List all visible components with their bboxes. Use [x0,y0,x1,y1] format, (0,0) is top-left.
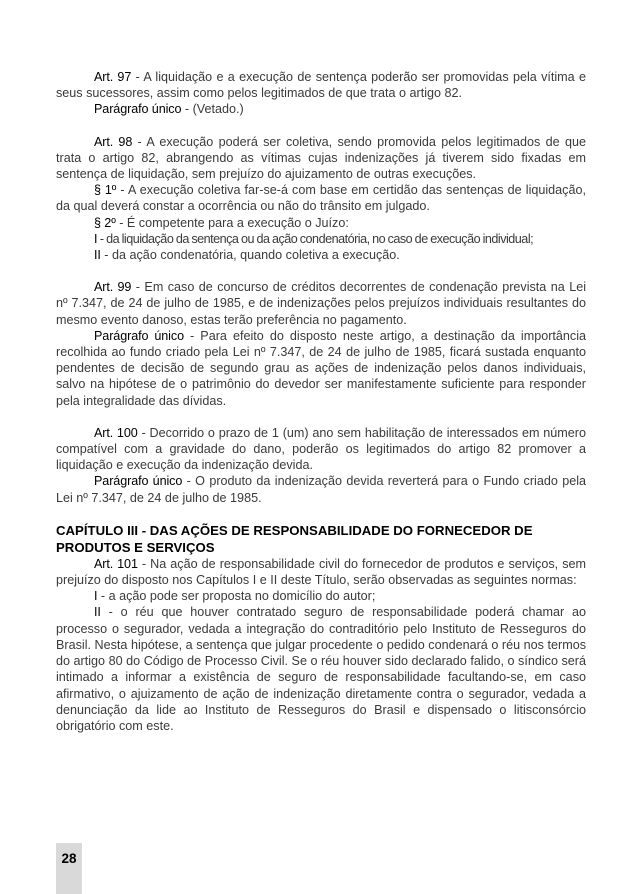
article-text: - Em caso de concurso de créditos decorrentes de condenação prevista na Lei nº 7.347, de 24 de julho de 1985, e de indenizações pelos prejuízos individuais resultantes do mesmo evento danoso, estas terão preferência no pagamento. [56,280,586,327]
document-page-body [56,69,586,734]
page-number: 28 [61,851,77,866]
paragraph-spacer [56,409,586,425]
article-label: § 2º [94,215,116,230]
article-paragraph [56,425,586,474]
article-label: Parágrafo único [94,102,182,117]
article-label: II [94,605,101,620]
paragraph-spacer [56,263,586,279]
article-text: - o réu que houver contratado seguro de responsabilidade poderá chamar ao processo o segurador, vedada a integração do contraditório pelo Instituto de Resseguros do Brasil. Nesta hipótese, a sentença que julgar procedente o pedido condenará o réu nos termos do artigo 80 do Código de Processo Civil. Se o réu houver sido declarado falido, o síndico será intimado a informar a existência de seguro de responsabilidade facultando-se, em caso afirmativo, o ajuizamento de ação de indenização diretamente contra o segurador, vedada a denunciação da lide ao Instituto de Resseguros do Brasil e dispensado o litisconsórcio obrigatório com este. [56,605,586,733]
article-text: - A execução poderá ser coletiva, sendo promovida pelos legitimados de que trata o artigo 82, abrangendo as vítimas cujas indenizações já tiverem sido fixadas em sentença de liquidação, sem prejuízo do ajuizamento de outras execuções. [56,134,586,182]
paragraph-spacer [56,506,586,522]
article-text: - Para efeito do disposto neste artigo, a destinação da importância recolhida ao fundo criado pela Lei nº 7.347, de 24 de julho de 1985, ficará sustada enquanto pendentes de decisão de segundo grau as ações de indenização pelos danos individuais, salvo na hipótese de o patrimônio do devedor ser manifestamente suficiente para responder pela integralidade das dívidas. [56,328,586,408]
paragraph-spacer [56,118,586,134]
article-label: Art. 101 [94,556,138,571]
article-paragraph [56,604,586,734]
article-paragraph [56,215,586,231]
article-paragraph [56,134,586,183]
article-label: Art. 99 [94,280,132,295]
article-paragraph [56,556,586,588]
article-label: § 1º [94,183,117,198]
article-label: Art. 98 [94,134,133,149]
article-label: I [94,589,98,604]
article-text: - A liquidação e a execução de sentença poderão ser promovidas pela vítima e seus sucessores, assim como pelos legitimados de que trata o artigo 82. [56,70,586,101]
article-paragraph [56,473,586,505]
article-paragraph [56,69,586,101]
article-text: - da liquidação da sentença ou da ação condenatória, no caso de execução individual; [97,231,534,246]
article-paragraph [56,588,586,604]
article-label: Parágrafo único [94,474,183,489]
article-paragraph [56,101,586,117]
article-label: II [94,248,101,263]
article-text: - Na ação de responsabilidade civil do fornecedor de produtos e serviços, sem prejuízo do disposto nos Capítulos I e II deste Título, serão observadas as seguintes normas: [56,556,586,588]
article-paragraph [56,231,586,247]
article-paragraph [56,279,586,328]
article-label: Art. 100 [94,425,138,440]
page-number-tab [56,843,82,894]
article-label: I [94,231,98,246]
article-label: Parágrafo único [94,328,184,343]
article-text: - A execução coletiva far-se-á com base em certidão das sentenças de liquidação, da qual deverá constar a ocorrência ou não do trânsito em julgado. [56,183,586,214]
article-text: - (Vetado.) [181,102,244,117]
article-text: - É competente para a execução o Juízo: [115,215,349,230]
article-text: - a ação pode ser proposta no domicílio do autor; [97,589,376,604]
article-label: Art. 97 [94,70,132,84]
article-paragraph [56,328,586,409]
article-paragraph [56,247,586,263]
article-text: - O produto da indenização devida reverterá para o Fundo criado pela Lei nº 7.347, de 24 de julho de 1985. [56,474,587,505]
article-text: - Decorrido o prazo de 1 (um) ano sem habilitação de interessados em número compatível com a gravidade do dano, poderão os legitimados do artigo 82 promover a liquidação e execução da indenização devida. [56,425,586,473]
article-text: - da ação condenatória, quando coletiva a execução. [100,248,400,263]
chapter-heading: CAPÍTULO III - DAS AÇÕES DE RESPONSABILIDADE DO FORNECEDOR DE PRODUTOS E SERVIÇOS [56,522,533,555]
article-paragraph [56,182,586,214]
